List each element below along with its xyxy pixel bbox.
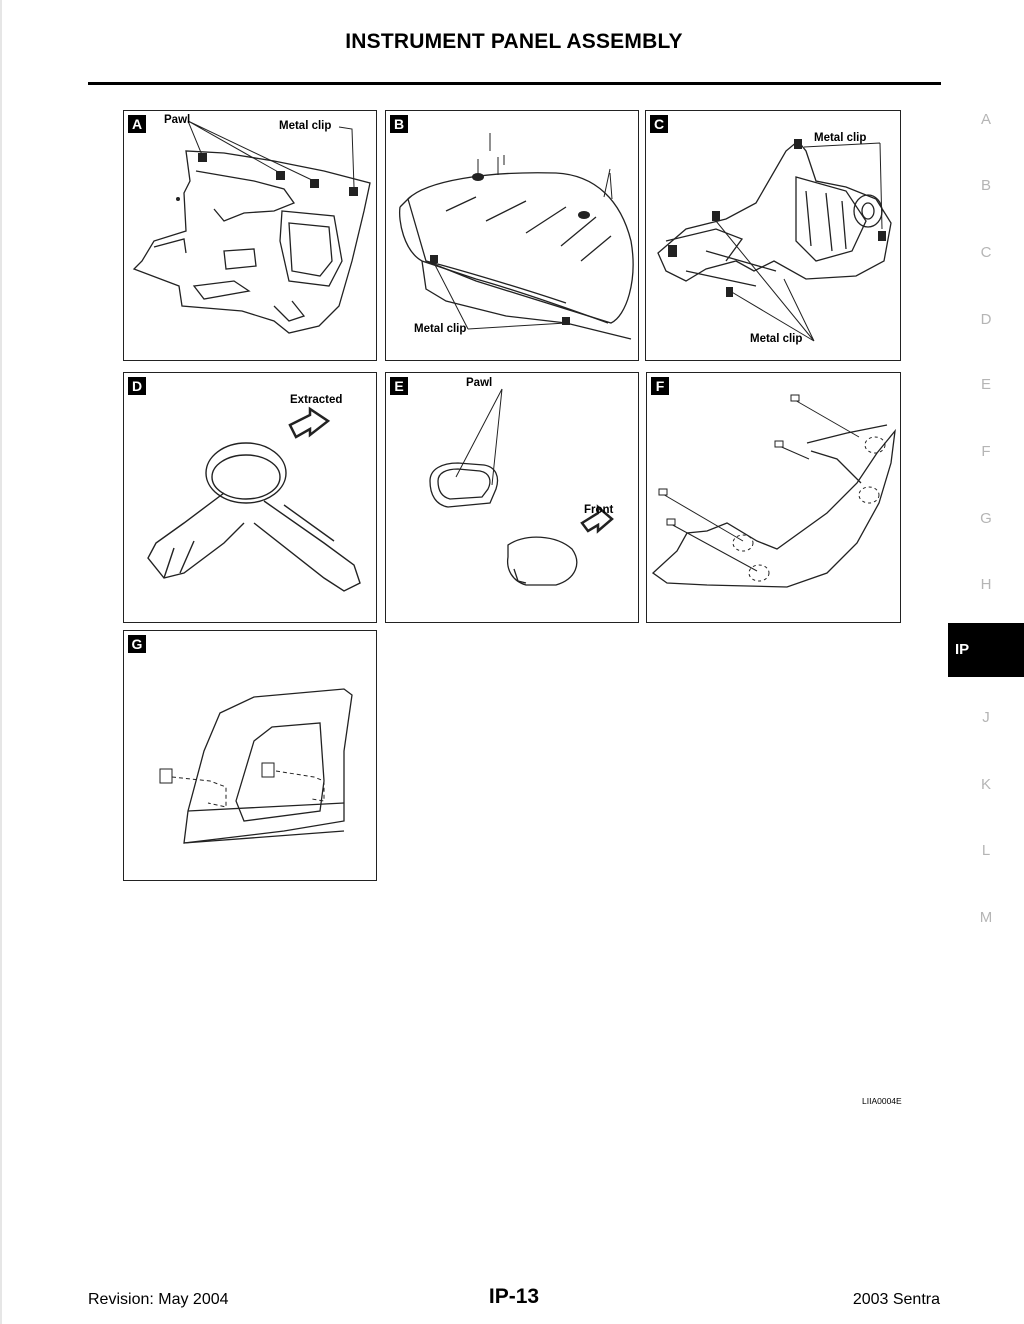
panel-b-label: B	[390, 115, 408, 133]
panel-c-label: C	[650, 115, 668, 133]
side-tab-g[interactable]: G	[980, 510, 992, 527]
pawl-callout: Pawl	[164, 114, 191, 126]
panel-d	[123, 372, 377, 623]
panel-c-illustration	[646, 111, 902, 362]
pawl-callout: Pawl	[466, 377, 493, 389]
metal-clip-callout-top: Metal clip	[814, 132, 867, 144]
panel-a-label: A	[128, 115, 146, 133]
page-number: IP-13	[488, 1285, 540, 1308]
panel-c	[645, 110, 901, 361]
panel-e	[385, 372, 639, 623]
metal-clip-callout: Metal clip	[279, 120, 332, 132]
side-tab-f[interactable]: F	[981, 443, 991, 460]
revision-date: Revision: May 2004	[88, 1291, 229, 1308]
panel-d-illustration	[124, 373, 378, 624]
panel-g	[123, 630, 377, 881]
metal-clip-callout-bottom: Metal clip	[750, 333, 803, 345]
side-tab-h[interactable]: H	[980, 576, 992, 593]
side-tab-m[interactable]: M	[979, 909, 993, 926]
panel-a-illustration	[124, 111, 378, 362]
metal-clip-callout: Metal clip	[414, 323, 467, 335]
panel-b	[385, 110, 639, 361]
panel-e-illustration	[386, 373, 640, 624]
side-tab-c[interactable]: C	[980, 244, 992, 261]
page-title: INSTRUMENT PANEL ASSEMBLY	[345, 30, 683, 53]
side-tab-e[interactable]: E	[980, 376, 991, 393]
panel-f	[646, 372, 901, 623]
side-tab-ip[interactable]: IP	[948, 623, 1024, 677]
panel-g-illustration	[124, 631, 378, 882]
panel-f-label: F	[651, 377, 669, 395]
panel-a	[123, 110, 377, 361]
vehicle-model: 2003 Sentra	[852, 1291, 940, 1308]
front-callout: Front	[584, 504, 614, 516]
side-tab-d[interactable]: D	[980, 311, 992, 328]
panel-g-label: G	[128, 635, 146, 653]
figure-code: LIIA0004E	[862, 1096, 902, 1106]
side-tab-k[interactable]: K	[980, 776, 991, 793]
panel-e-label: E	[390, 377, 408, 395]
side-tab-a[interactable]: A	[980, 111, 991, 128]
side-tab-l[interactable]: L	[981, 842, 991, 859]
panel-d-label: D	[128, 377, 146, 395]
title-divider	[88, 82, 941, 85]
side-tab-j[interactable]: J	[982, 709, 990, 726]
side-tab-b[interactable]: B	[980, 177, 991, 194]
extracted-callout: Extracted	[290, 394, 343, 406]
panel-f-illustration	[647, 373, 902, 624]
